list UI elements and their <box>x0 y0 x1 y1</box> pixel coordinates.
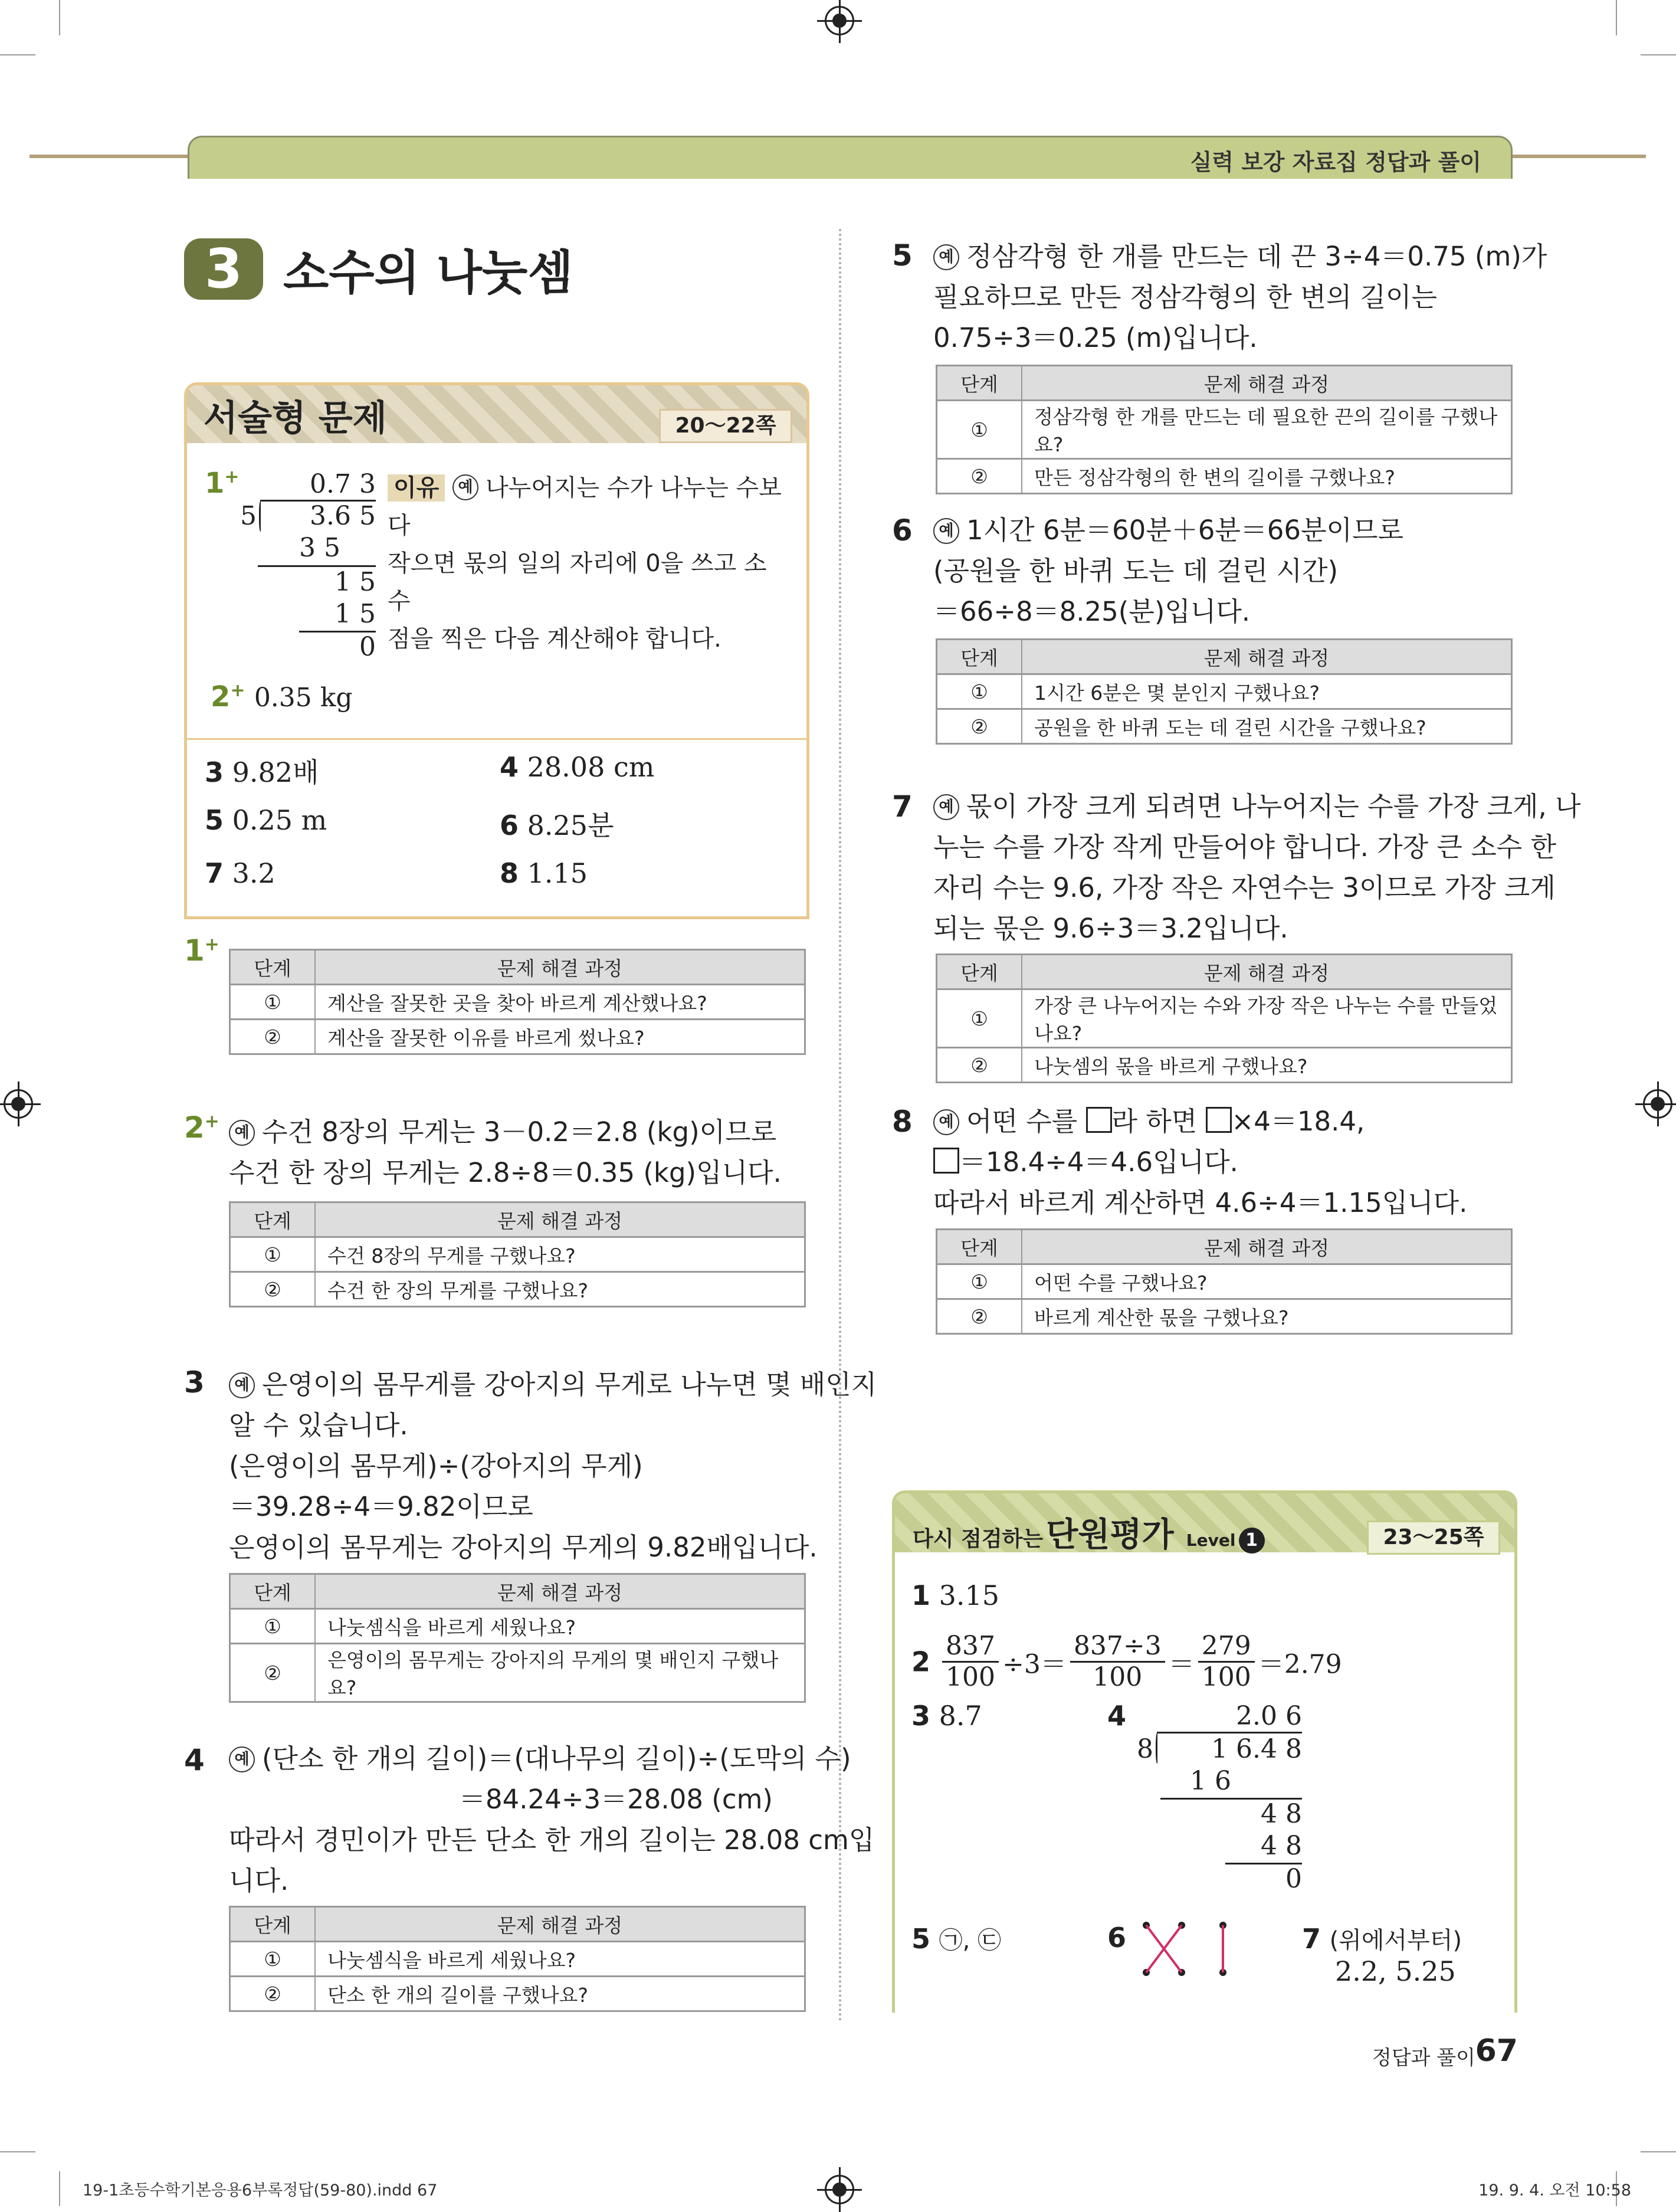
step-header: 단계 <box>230 1574 316 1609</box>
descriptive-answer-box <box>184 382 809 919</box>
q1-label: 1+ <box>205 467 240 500</box>
reason-line: 점을 찍은 다음 계산해야 합니다. <box>388 625 721 653</box>
process-header: 문제 해결 과정 <box>315 1907 805 1942</box>
unit-title: 다시 점검하는 단원평가 Level 1 <box>913 1509 1265 1556</box>
example-mark-icon: 예 <box>933 518 959 544</box>
rubric-row: 바르게 계산한 몫을 구했나요? <box>1022 1299 1512 1334</box>
unit-4-divisor: 8 <box>1137 1734 1153 1764</box>
rubric-table-4 <box>229 1906 806 2012</box>
step-number: ① <box>937 989 1022 1048</box>
registration-mark-icon <box>825 2175 854 2204</box>
reason-line: 나누어지는 수가 나누는 수보다 <box>388 474 782 539</box>
problem-7-label: 7 <box>892 789 913 824</box>
example-mark-icon: 예 <box>933 794 959 820</box>
step-number: ① <box>230 985 316 1020</box>
rubric-row: 1시간 6분은 몇 분인지 구했나요? <box>1022 674 1512 709</box>
q1-step: 3 5 <box>299 533 340 563</box>
unit-answer-5: 5 ㉠, ㉢ <box>911 1923 1002 1955</box>
step-header: 단계 <box>937 955 1022 989</box>
problem-4-solution: 예 (단소 한 개의 길이)＝(대나무의 길이)÷(도막의 수) ＝84.24÷3＝28.08 (cm) 따라서 경민이가 만든 단소 한 개의 길이는 28.08 cm입 니다. <box>229 1743 875 1896</box>
process-header: 문제 해결 과정 <box>315 1202 805 1237</box>
step-number: ② <box>230 1272 316 1307</box>
example-mark-icon: 예 <box>452 474 478 500</box>
step-number: ① <box>230 1942 316 1977</box>
rubric-row: 은영이의 몸무게는 강아지의 무게의 몇 배인지 구했나요? <box>315 1644 805 1702</box>
level-badge: 1 <box>1239 1528 1265 1554</box>
rubric-table-1 <box>229 949 806 1055</box>
step-number: ① <box>937 674 1022 709</box>
step-header: 단계 <box>937 1230 1022 1264</box>
step-number: ② <box>937 1048 1022 1083</box>
crop-mark <box>1641 54 1676 55</box>
unit-4-step: 0 <box>1285 1864 1302 1894</box>
rubric-row: 단소 한 개의 길이를 구했나요? <box>315 1977 805 2011</box>
unit-answer-2: 2 $\frac{837}{100}$ ÷3＝ $\frac{837\div 3}{100}$ ＝ $\frac{279}{100}$ ＝2.79 <box>911 1631 1342 1692</box>
rubric-table-6 <box>936 638 1513 745</box>
unit-answer-3: 3 8.7 <box>911 1700 982 1732</box>
chapter-number: 3 <box>184 238 263 300</box>
process-header: 문제 해결 과정 <box>315 1574 805 1609</box>
step-number: ② <box>937 709 1022 744</box>
step-number: ② <box>937 1299 1022 1334</box>
problem-7-solution: 예 몫이 가장 크게 되려면 나누어지는 수를 가장 크게, 나 누는 수를 가장 작게 만들어야 합니다. 가장 큰 소수 한 자리 수는 9.6, 가장 작은 자연수는 3이므로 가장 크게 되는 몫은 9.6÷3＝3.2입니다. <box>933 791 1581 944</box>
crop-mark <box>1616 0 1617 35</box>
step-header: 단계 <box>937 640 1022 674</box>
q1-step: 0 <box>359 632 376 662</box>
unit-answer-7: 7 (위에서부터) 2.2, 5.25 <box>1302 1923 1462 1987</box>
answer-5: 5 0.25 m <box>205 804 327 836</box>
answer-8: 8 1.15 <box>500 857 588 889</box>
problem-4-label: 4 <box>184 1743 205 1777</box>
rubric-row: 공원을 한 바퀴 도는 데 걸린 시간을 구했나요? <box>1022 709 1512 744</box>
rubric-row: 나눗셈식을 바르게 세웠나요? <box>315 1942 805 1977</box>
step-number: ① <box>937 401 1022 459</box>
problem-5-solution: 예 정삼각형 한 개를 만드는 데 끈 3÷4＝0.75 (m)가 필요하므로 만든 정삼각형의 한 변의 길이는 0.75÷3＝0.25 (m)입니다. <box>933 241 1547 353</box>
step-number: ② <box>230 1977 316 2011</box>
unit-4-division-bar <box>1157 1732 1302 1733</box>
rubric-row: 가장 큰 나누어지는 수와 가장 작은 나누는 수를 만들었나요? <box>1022 989 1512 1048</box>
problem-3-label: 3 <box>184 1365 205 1400</box>
process-header: 문제 해결 과정 <box>1022 1230 1512 1264</box>
footer-date: 19. 9. 4. 오전 10:58 <box>1478 2181 1631 2200</box>
rubric-row: 계산을 잘못한 이유를 바르게 썼나요? <box>315 1020 805 1054</box>
unit-pages: 23～25쪽 <box>1367 1520 1500 1555</box>
example-mark-icon: 예 <box>933 244 959 270</box>
step-header: 단계 <box>937 366 1022 401</box>
problem-6-label: 6 <box>892 513 913 548</box>
descriptive-title: 서술형 문제 <box>204 398 387 439</box>
process-header: 문제 해결 과정 <box>1022 955 1512 989</box>
example-mark-icon: 예 <box>229 1746 255 1772</box>
chapter-title: 소수의 나눗셈 <box>283 245 573 300</box>
process-header: 문제 해결 과정 <box>315 950 805 985</box>
rubric-row: 정삼각형 한 개를 만드는 데 필요한 끈의 길이를 구했나요? <box>1022 401 1512 459</box>
q2-answer: 2+ 0.35 kg <box>211 680 353 713</box>
answer-3: 3 9.82배 <box>205 756 319 788</box>
unit-answer-6: 6 <box>1107 1922 1127 1954</box>
step-header: 단계 <box>230 1907 316 1942</box>
registration-mark-icon <box>825 6 854 35</box>
example-mark-icon: 예 <box>229 1372 255 1398</box>
rubric-table-8 <box>936 1228 1513 1335</box>
rubric-row: 수건 8장의 무게를 구했나요? <box>315 1237 805 1272</box>
step-number: ② <box>937 459 1022 494</box>
reason-line: 작으면 몫의 일의 자리에 0을 쓰고 소수 <box>388 550 767 615</box>
q1-step: 1 5 <box>334 567 376 597</box>
rubric-row: 수건 한 장의 무게를 구했나요? <box>315 1272 805 1307</box>
step-number: ② <box>230 1644 316 1702</box>
problem-6-solution: 예 1시간 6분＝60분＋6분＝66분이므로 (공원을 한 바퀴 도는 데 걸린 시간) ＝66÷8＝8.25(분)입니다. <box>933 515 1403 627</box>
footer-page-label: 정답과 풀이 <box>1372 2046 1475 2070</box>
header-title: 실력 보강 자료집 정답과 풀이 <box>1190 149 1481 175</box>
q1-divisor: 5 <box>240 501 257 531</box>
unit-answer-4-label: 4 <box>1107 1700 1127 1732</box>
rubric-table-7 <box>936 953 1513 1083</box>
problem-8-label: 8 <box>892 1105 913 1139</box>
unit-answer-1: 1 3.15 <box>911 1579 1000 1611</box>
answer-4: 4 28.08 cm <box>500 751 655 783</box>
unit-4-dividend: 1 6.4 8 <box>1211 1734 1302 1764</box>
rubric-table-3 <box>229 1573 806 1703</box>
unit-4-step: 1 6 <box>1190 1766 1231 1796</box>
crop-mark <box>0 54 35 55</box>
rubric-row: 계산을 잘못한 곳을 찾아 바르게 계산했나요? <box>315 985 805 1020</box>
problem-8-solution: 예 어떤 수를 라 하면 ×4＝18.4, ＝18.4÷4＝4.6입니다. 따라서 바르게 계산하면 4.6÷4＝1.15입니다. <box>933 1106 1468 1218</box>
rubric-table-5 <box>936 365 1513 494</box>
page-number: 67 <box>1475 2033 1518 2069</box>
unit-4-step: 4 8 <box>1261 1831 1302 1861</box>
step-header: 단계 <box>230 1202 316 1237</box>
crop-mark <box>0 2151 35 2152</box>
problem-3-solution: 예 은영이의 몸무게를 강아지의 무게로 나누면 몇 배인지 알 수 있습니다. (은영이의 몸무게)÷(강아지의 무게) ＝39.28÷4＝9.82이므로 은영이의 몸무게는 강아지의 무게의 9.82배입니다. <box>229 1369 877 1563</box>
step-number: ① <box>230 1609 316 1644</box>
crop-mark <box>59 2171 60 2206</box>
step-number: ② <box>230 1020 316 1054</box>
reason-tag: 이유 <box>388 474 445 502</box>
rubric-row: 나눗셈의 몫을 바르게 구했나요? <box>1022 1048 1512 1083</box>
box-separator <box>187 738 806 740</box>
crop-mark <box>59 0 60 35</box>
unit-4-quotient: 2.0 6 <box>1236 1701 1302 1731</box>
q1-dividend: 3.6 5 <box>310 501 376 531</box>
matching-lines-diagram <box>1129 1913 1247 1984</box>
footer-file-info: 19-1초등수학기본응용6부록정답(59-80).indd 67 <box>83 2181 438 2200</box>
unit-evaluation-box <box>892 1490 1517 2013</box>
problem-5-label: 5 <box>892 238 913 273</box>
q1-division-bracket <box>259 501 263 532</box>
q1-reason <box>388 469 789 658</box>
blank-box <box>1086 1107 1112 1133</box>
rubric-row: 나눗셈식을 바르게 세웠나요? <box>315 1609 805 1644</box>
crop-mark <box>1641 2151 1676 2152</box>
rubric-row: 만든 정삼각형의 한 변의 길이를 구했나요? <box>1022 459 1512 494</box>
process-header: 문제 해결 과정 <box>1022 640 1512 674</box>
rubric-1-label: 1+ <box>184 933 219 968</box>
answer-7: 7 3.2 <box>205 857 275 889</box>
descriptive-pages: 20～22쪽 <box>659 409 792 443</box>
example-mark-icon: 예 <box>933 1109 959 1135</box>
example-mark-icon: 예 <box>229 1120 255 1146</box>
unit-4-step: 4 8 <box>1261 1799 1302 1829</box>
rubric-table-2 <box>229 1201 806 1307</box>
registration-mark-icon <box>1643 1089 1672 1119</box>
q1-quotient: 0.7 3 <box>310 469 376 499</box>
q1-step: 1 5 <box>334 599 376 629</box>
rubric-row: 어떤 수를 구했나요? <box>1022 1264 1512 1299</box>
step-number: ① <box>937 1264 1022 1299</box>
problem-2-solution: 예 수건 8장의 무게는 3－0.2＝2.8 (kg)이므로 수건 한 장의 무게는 2.8÷8＝0.35 (kg)입니다. <box>229 1116 782 1188</box>
step-header: 단계 <box>230 950 316 985</box>
registration-mark-icon <box>4 1089 33 1119</box>
process-header: 문제 해결 과정 <box>1022 366 1512 401</box>
blank-box <box>933 1148 959 1174</box>
problem-2-label: 2+ <box>184 1110 219 1145</box>
blank-box <box>1206 1107 1232 1133</box>
answer-6: 6 8.25분 <box>500 810 614 841</box>
step-number: ① <box>230 1237 316 1272</box>
